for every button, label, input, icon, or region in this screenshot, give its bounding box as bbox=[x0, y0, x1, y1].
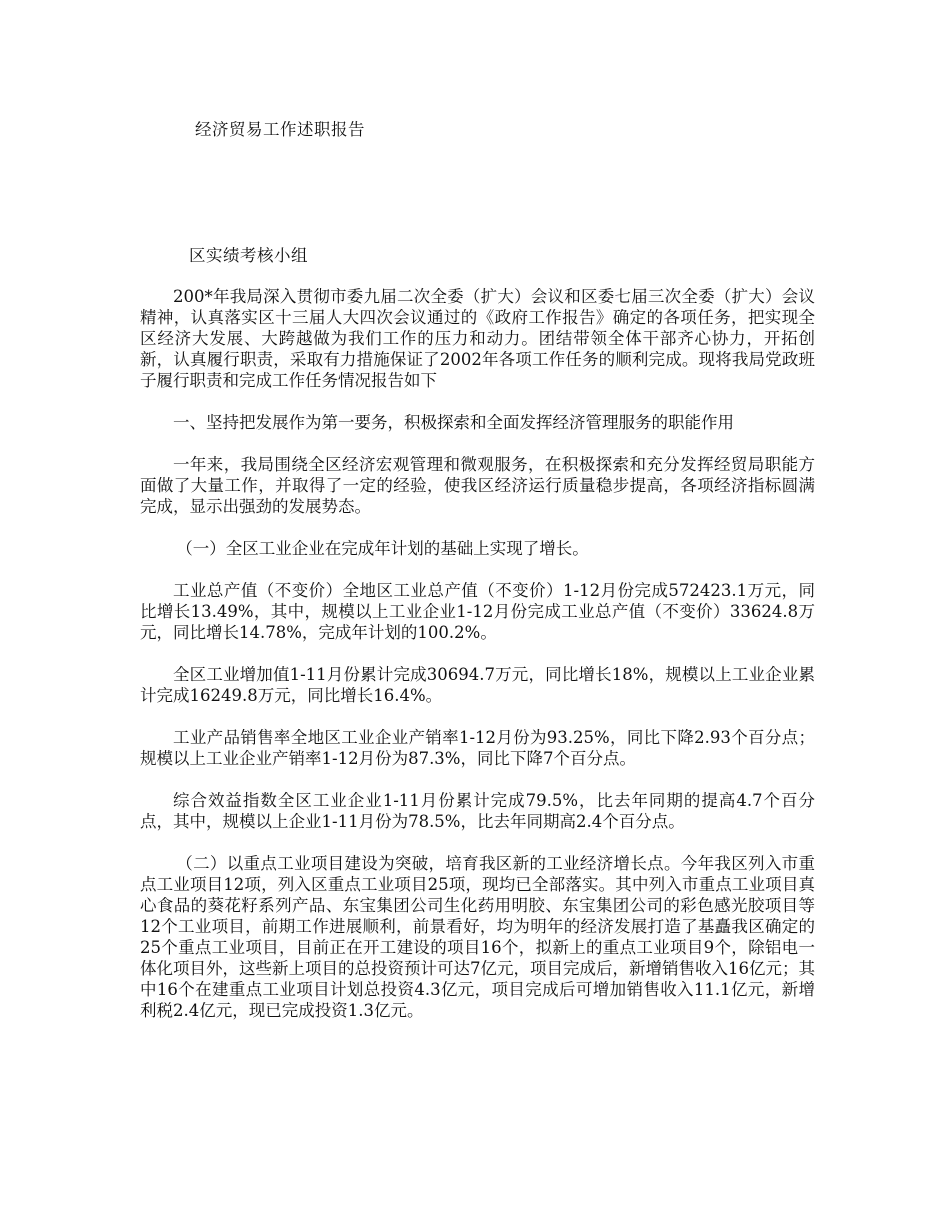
subsection-heading-1: （一）全区工业企业在完成年计划的基础上实现了增长。 bbox=[176, 539, 589, 558]
addressee-line: 区实绩考核小组 bbox=[189, 246, 308, 265]
paragraph-value-added: 全区工业增加值1-11月份累计完成30694.7万元，同比增长18%，规模以上工业企业累计完成16249.8万元，同比增长16.4%。 bbox=[140, 665, 815, 705]
paragraph-overview: 一年来，我局围绕全区经济宏观管理和微观服务，在积极探索和充分发挥经贸局职能方面做了大量工作，并取得了一定的经验，使我区经济运行质量稳步提高，各项经济指标圆满完成，显示出强劲的发展势态。 bbox=[140, 455, 815, 516]
document-body bbox=[140, 286, 815, 1042]
paragraph-efficiency-index: 综合效益指数全区工业企业1-11月份累计完成79.5%，比去年同期的提高4.7个百分点，其中，规模以上企业1-11月份为78.5%，比去年同期高2.4个百分点。 bbox=[140, 791, 815, 831]
paragraph-industrial-output: 工业总产值（不变价）全地区工业总产值（不变价）1-12月份完成572423.1万元，同比增长13.49%，其中，规模以上工业企业1-12月份完成工业总产值（不变价）33624.8万元，同比增长14.78%，完成年计划的100.2%。 bbox=[140, 581, 815, 642]
paragraph-key-projects: （二）以重点工业项目建设为突破，培育我区新的工业经济增长点。今年我区列入市重点工业项目12项，列入区重点工业项目25项，现均已全部落实。其中列入市重点工业项目真心食品的葵花籽系列产品、东宝集团公司生化药用明胶、东宝集团公司的彩色感光胶项目等12个工业项目，前期工作进展顺利，前景看好，均为明年的经济发展打造了基矗我区确定的25个重点工业项目，目前正在开工建设的项目16个，拟新上的重点工业项目9个，除铝电一体化项目外，这些新上项目的总投资预计可达7亿元，项目完成后，新增销售收入16亿元；其中16个在建重点工业项目计划总投资4.3亿元，项目完成后可增加销售收入11.1亿元，新增利税2.4亿元，现已完成投资1.3亿元。 bbox=[140, 854, 815, 1020]
paragraph-sales-rate: 工业产品销售率全地区工业企业产销率1-12月份为93.25%，同比下降2.93个百分点；规模以上工业企业产销率1-12月份为87.3%，同比下降7个百分点。 bbox=[140, 728, 815, 768]
document-title: 经济贸易工作述职报告 bbox=[195, 120, 365, 139]
paragraph-intro: 200*年我局深入贯彻市委九届二次全委（扩大）会议和区委七届三次全委（扩大）会议精神，认真落实区十三届人大四次会议通过的《政府工作报告》确定的各项任务，把实现全区经济大发展、大跨越做为我们工作的压力和动力。团结带领全体干部齐心协力，开拓创新，认真履行职责，采取有力措施保证了2002年各项工作任务的顺利完成。现将我局党政班子履行职责和完成工作任务情况报告如下 bbox=[140, 287, 815, 390]
section-heading-1: 一、坚持把发展作为第一要务，积极探索和全面发挥经济管理服务的职能作用 bbox=[173, 413, 734, 432]
